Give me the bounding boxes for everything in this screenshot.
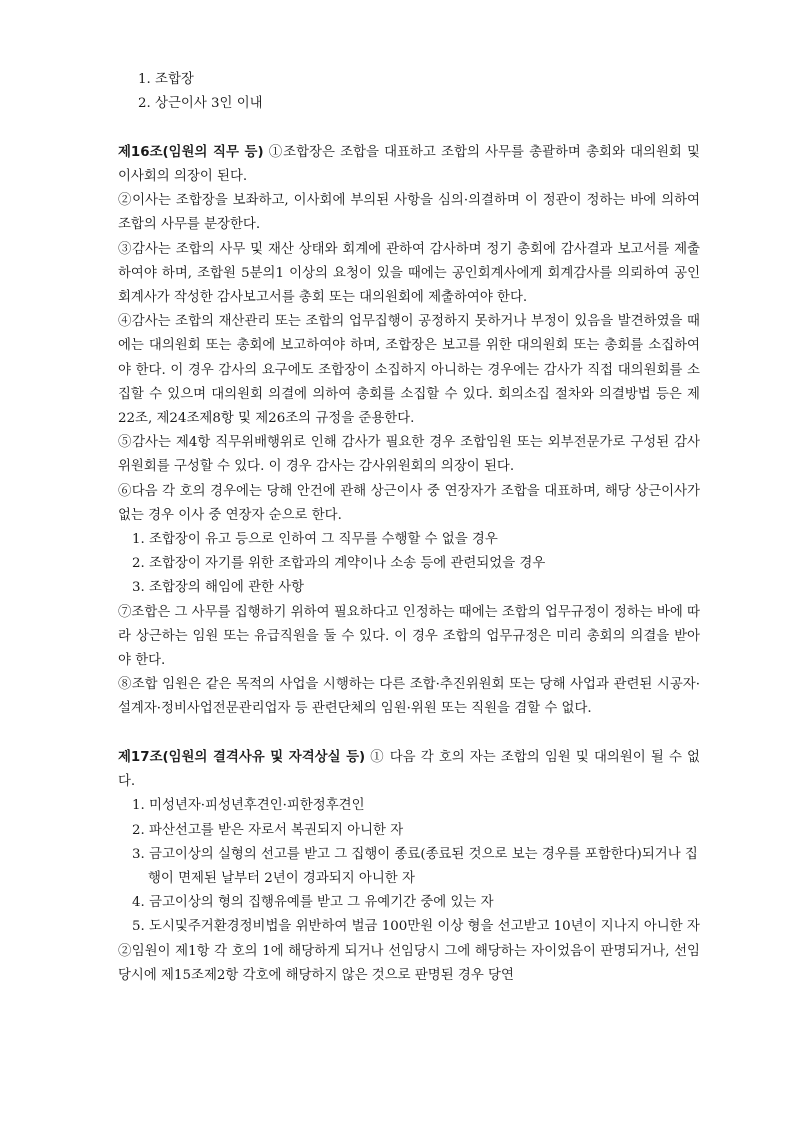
article-16-title: 제16조(임원의 직무 등)	[118, 144, 264, 160]
list-item: 1. 미성년자·피성년후견인·피한정후견인	[132, 798, 365, 814]
article-16-paragraph-6: ⑥다음 각 호의 경우에는 당해 안건에 관해 상근이사 중 연장자가 조합을 대표하며, 해당 상근이사가 없는 경우 이사 중 연장자 순으로 한다.	[118, 483, 700, 523]
article-16-p1-text: ①조합장은 조합을 대표하고 조합의 사무를 총괄하며 총회와 대의원회 및 이사회의 의장이 된다.	[118, 144, 700, 184]
article-16-paragraph-1	[118, 141, 700, 189]
article-16-paragraph-3: ③감사는 조합의 사무 및 재산 상태와 회계에 관하여 감사하며 정기 총회에 감사결과 보고서를 제출하여야 하며, 조합원 5분의1 이상의 요청이 있을 때에는 공인회계사에게 회계감사를 의뢰하여 공인회계사가 작성한 감사보고서를 총회 또는 대의원회에 제출하여야 한다.	[118, 241, 700, 306]
list-item: 1. 조합장	[138, 72, 194, 87]
article-16-paragraph-5: ⑤감사는 제4항 직무위배행위로 인해 감사가 필요한 경우 조합임원 또는 외부전문가로 구성된 감사위원회를 구성할 수 있다. 이 경우 감사는 감사위원회의 의장이 된다.	[118, 435, 700, 475]
article-17-paragraph-1	[118, 746, 700, 794]
article-17-title: 제17조(임원의 결격사유 및 자격상실 등)	[118, 750, 366, 766]
list-item: 3. 조합장의 해임에 관한 사항	[132, 580, 305, 596]
article-16-paragraph-4: ④감사는 조합의 재산관리 또는 조합의 업무집행이 공정하지 못하거나 부정이 있음을 발견하였을 때에는 대의원회 또는 총회에 보고하여야 하며, 조합장은 보고를 위한 대의원회 또는 총회를 소집하여야 한다. 이 경우 감사의 요구에도 조합장이 소집하지 아니하는 경우에는 감사가 직접 대의원회를 소집할 수 있으며 대의원회 의결에 의하여 총회를 소집할 수 있다. 회의소집 절차와 의결방법 등은 제22조, 제24조제8항 및 제26조의 규정을 준용한다.	[118, 314, 700, 427]
article-16-paragraph-2: ②이사는 조합장을 보좌하고, 이사회에 부의된 사항을 심의·의결하며 이 정관이 정하는 바에 의하여 조합의 사무를 분장한다.	[118, 193, 700, 233]
article-17-p1-text: ① 다음 각 호의 자는 조합의 임원 및 대의원이 될 수 없다.	[118, 750, 700, 790]
list-item: 1. 조합장이 유고 등으로 인하여 그 직무를 수행할 수 없을 경우	[132, 532, 498, 548]
list-item: 2. 조합장이 자기를 위한 조합과의 계약이나 소송 등에 관련되었을 경우	[132, 556, 546, 572]
list-item: 2. 파산선고를 받은 자로서 복권되지 아니한 자	[132, 822, 404, 838]
list-item: 3. 금고이상의 실형의 선고를 받고 그 집행이 종료(종료된 것으로 보는 경우를 포함한다)되거나 집행이 면제된 날부터 2년이 경과되지 아니한 자	[132, 846, 698, 887]
list-item: 4. 금고이상의 형의 집행유예를 받고 그 유예기간 중에 있는 자	[132, 895, 494, 911]
article-16-paragraph-8: ⑧조합 임원은 같은 목적의 사업을 시행하는 다른 조합·추진위원회 또는 당해 사업과 관련된 시공자·설계자·정비사업전문관리업자 등 관련단체의 임원·위원 또는 직원을 겸할 수 없다.	[118, 677, 700, 717]
article-16-paragraph-7: ⑦조합은 그 사무를 집행하기 위하여 필요하다고 인정하는 때에는 조합의 업무규정이 정하는 바에 따라 상근하는 임원 또는 유급직원을 둘 수 있다. 이 경우 조합의 업무규정은 미리 총회의 의결을 받아야 한다.	[118, 604, 700, 669]
list-item: 2. 상근이사 3인 이내	[138, 96, 263, 112]
document-page	[118, 68, 700, 988]
list-item: 5. 도시및주거환경정비법을 위반하여 벌금 100만원 이상 형을 선고받고 10년이 지나지 아니한 자	[132, 919, 700, 935]
article-17-paragraph-2: ②임원이 제1항 각 호의 1에 해당하게 되거나 선임당시 그에 해당하는 자이었음이 판명되거나, 선임당시에 제15조제2항 각호에 해당하지 않은 것으로 판명된 경우 당연	[118, 943, 700, 983]
